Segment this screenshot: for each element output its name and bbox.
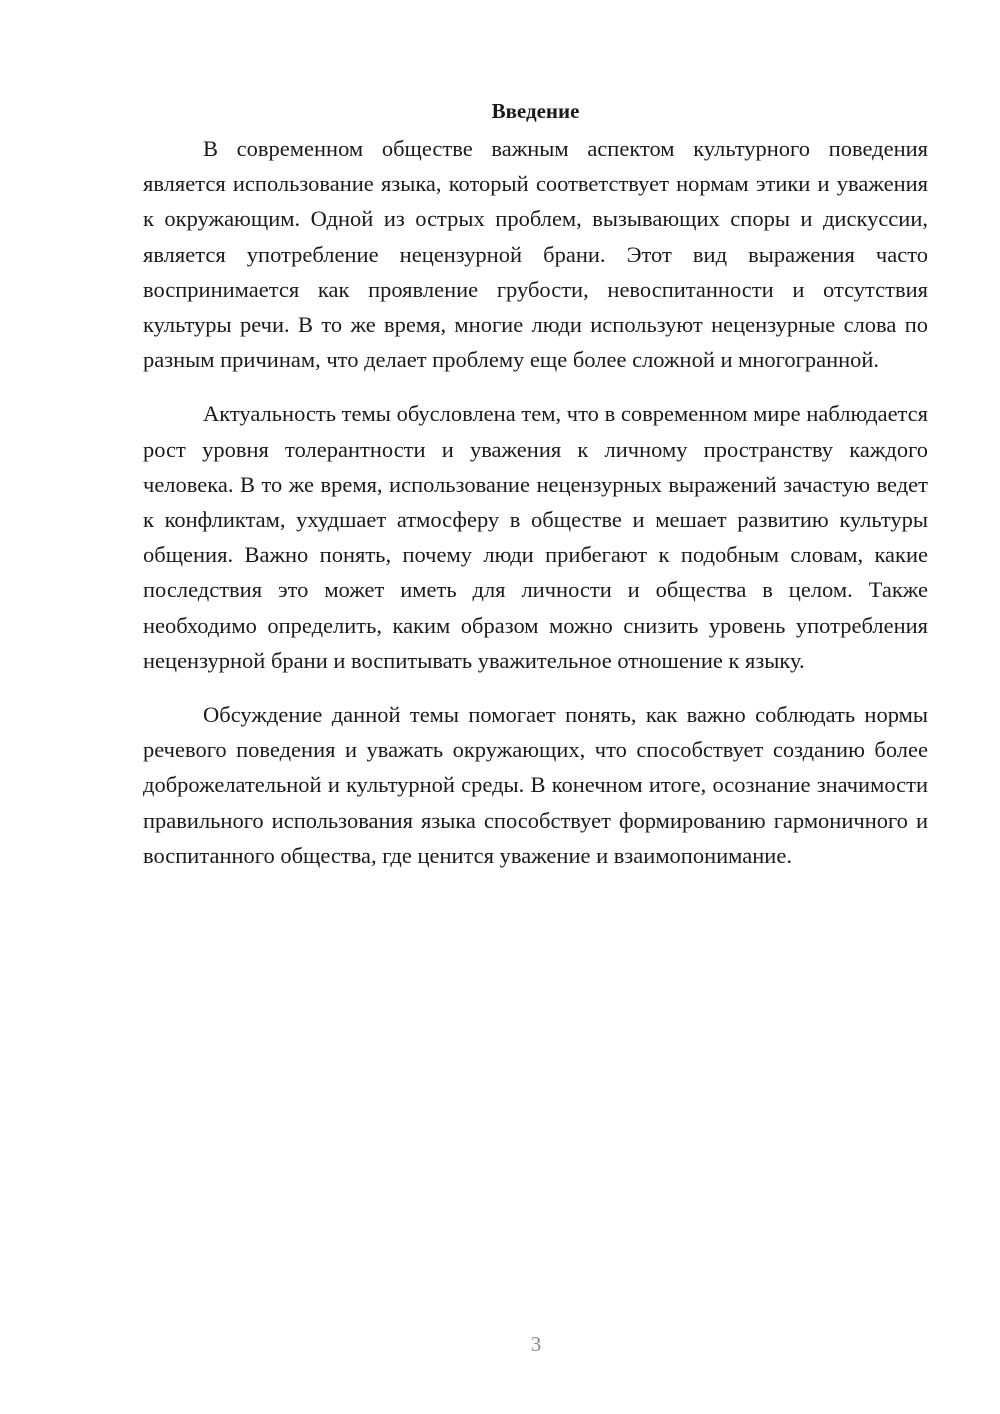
paragraph-relevance: Актуальность темы обусловлена тем, что в современном мире наблюдается рост уровня толерантности и уважения к личному пространству каждого человека. В то же время, использование нецензурных выражений зачастую ведет к конфликтам, ухудшает атмосферу в обществе и мешает развитию культуры общения. Важно понять, почему люди прибегают к подобным словам, какие последствия это может иметь для личности и общества в целом. Также необходимо определить, каким образом можно снизить уровень употребления нецензурной брани и воспитывать уважительное отношение к языку. [143,401,928,673]
section-title: Введение [491,99,580,123]
paragraph-discussion: Обсуждение данной темы помогает понять, как важно соблюдать нормы речевого поведения и уважать окружающих, что способствует созданию более доброжелательной и культурной среды. В конечном итоге, осознание значимости правильного использования языка способствует формированию гармоничного и воспитанного общества, где ценится уважение и взаимопонимание. [143,702,928,868]
page-content [143,96,928,892]
paragraph-intro: В современном обществе важным аспектом культурного поведения является использование языка, который соответствует нормам этики и уважения к окружающим. Одной из острых проблем, вызывающих споры и дискуссии, является употребление нецензурной брани. Этот вид выражения часто воспринимается как проявление грубости, невоспитанности и отсутствия культуры речи. В то же время, многие люди используют нецензурные слова по разным причинам, что делает проблему еще более сложной и многогранной. [143,136,928,373]
page-number: 3 [530,1332,542,1356]
